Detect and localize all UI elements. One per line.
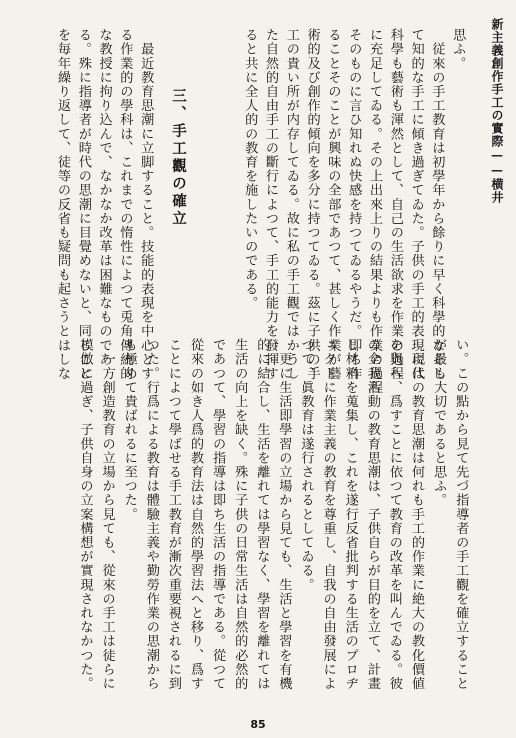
text-column: つて、眞教育は遂行されるとしてゐる。 <box>298 338 314 592</box>
page-number: 85 <box>250 718 266 731</box>
text-column: 模倣に過ぎ、子供自身の立案構想が實現されなかつた。 <box>77 338 93 691</box>
text-column: 生活の向上を缺く。殊に子供の日常生活は自然的必然的 <box>232 338 248 691</box>
text-column: 最近教育思潮に立脚すること。技能的表現を中心とす <box>138 28 154 381</box>
text-column: 思ふ。 <box>450 28 466 71</box>
text-column: も極めて貴ばれるに至つた。 <box>121 338 137 522</box>
text-column: ことによつて學ばせる手工教育が漸次重要視されるに到 <box>165 338 181 691</box>
running-head: 新主義創作手工の實際——横井 <box>490 18 504 204</box>
text-column: であつて、學習の指導は即ち生活の指導である。從つて <box>210 338 226 691</box>
text-column: て知的な手工に傾き過ぎてゐた。子供の手工的表現には <box>408 28 424 381</box>
text-column: ェクトに作業主義の教育を尊重し、自我の自由發展によ <box>320 338 336 691</box>
text-column: る作業的の學科は、これまでの惰性によつて兎角傳統的 <box>117 28 133 381</box>
text-column: 的に結合し、生活を離れては學習なく、學習を離れては <box>254 338 270 691</box>
text-column: 工の貴い所が内存してゐる。故に私の手工觀ではかうし <box>283 28 299 381</box>
text-column: に充足してゐる。その上出來上りの結果よりも作業の過程 <box>367 28 382 395</box>
text-column: を與へ、爲すことに依つて教育の改革を叫んでゐる。彼 <box>386 338 402 691</box>
text-column: 科學も藝術も渾然として、自己の生活欲求を作業の過程 <box>387 28 403 381</box>
text-column: 更に生活即學習の立場から見ても、生活と學習を有機 <box>276 338 292 691</box>
text-column: 一方創造教育の立場から見ても、從來の手工は徒らに <box>99 338 115 691</box>
text-column: な教授に拘り込んで、なかなか改革は困難なものであ <box>96 28 112 367</box>
text-column: た自然的自由手工の斷行によつて、手工的能力を發揮す <box>263 28 278 381</box>
text-column: 術的及び創作的傾向を多分に持つてゐる。茲に子供の手 <box>304 28 320 381</box>
text-column: 現代の教育思潮は何れも手工的作業に絶大の教化價値 <box>409 338 424 691</box>
text-column: を毎年繰り返して、徒等の反省も疑問も起さうとはしな <box>55 28 70 381</box>
text-column: ることそのことが興味の全部であつて、甚しく作業が藝 <box>325 28 341 381</box>
text-column: る。殊に指導者が時代の思潮に目覺めないと、同じこと <box>75 28 91 381</box>
text-column: そのものに言ひ知れぬ快感を持つてゐるやうだ。即ち作 <box>346 28 362 381</box>
section-heading: 三、手工觀の確立 <box>170 88 187 228</box>
text-column: 従來の手工教育は初學年から餘りに早く科學的なそし <box>429 28 445 381</box>
text-column: が最も大切であると思ふ。 <box>431 338 447 508</box>
text-column: ると共に全人的の教育を施したいのである。 <box>242 28 258 310</box>
text-column: の全我活動の教育思潮は、子供自らが目的を立て、計畫 <box>364 338 380 691</box>
text-column: 從來の如き人爲的教育法は自然的學習法へと移り、爲す <box>188 338 203 691</box>
text-column: つた。行爲による教育は體驗主義や勤勞作業の思潮から <box>143 338 159 691</box>
text-column: い。この點から見て先づ指導者の手工觀を確立すること <box>453 338 469 691</box>
text-column: し材料を蒐集し、これを遂行反省批判する生活のプロヂ <box>342 338 358 691</box>
